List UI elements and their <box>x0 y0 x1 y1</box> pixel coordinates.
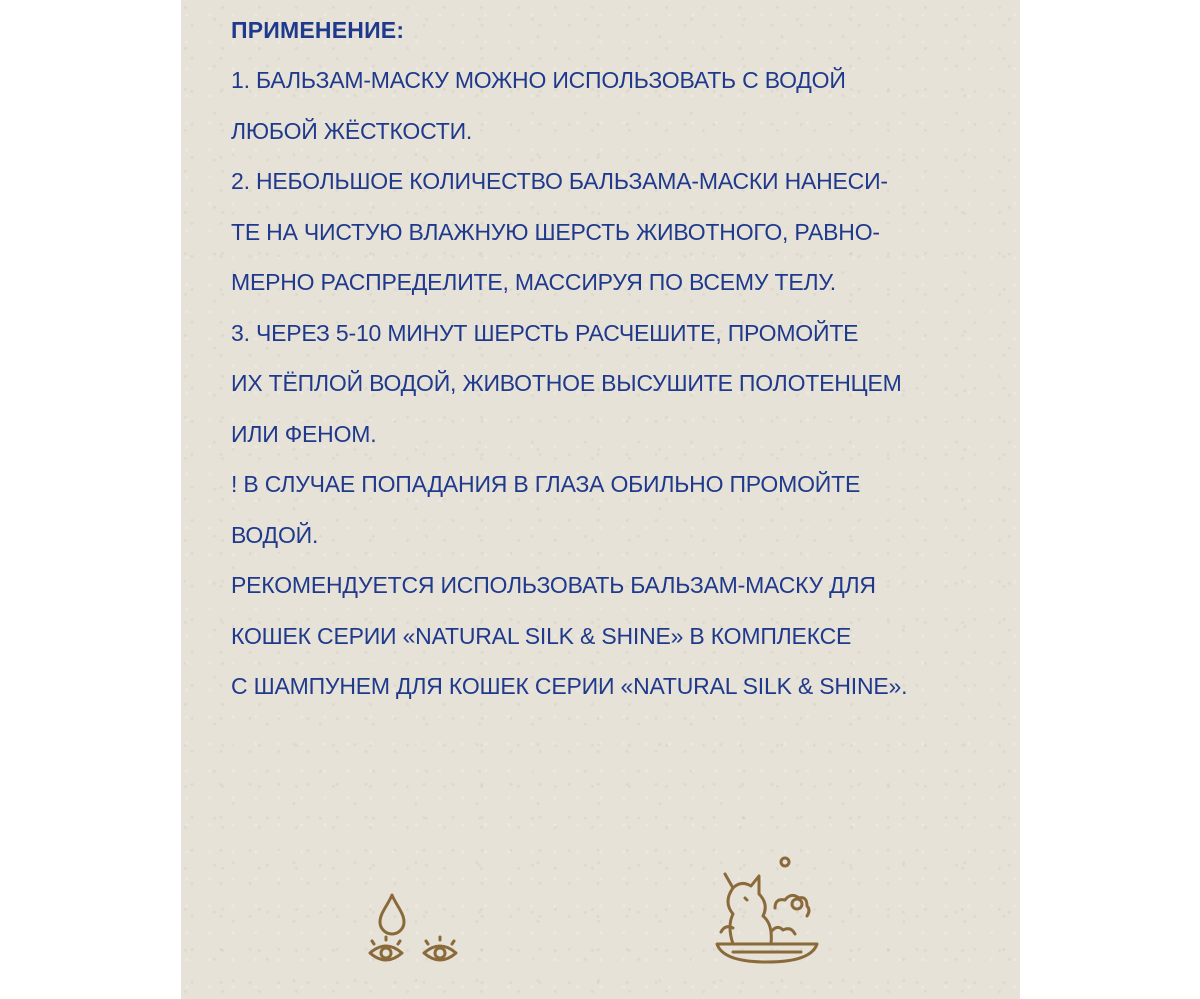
instruction-line: КОШЕК СЕРИИ «NATURAL SILK & SHINE» В КОМПЛЕКСЕ <box>231 622 852 649</box>
instruction-line: МЕРНО РАСПРЕДЕЛИТЕ, МАССИРУЯ ПО ВСЕМУ ТЕЛУ. <box>231 269 836 295</box>
eye-drop-icon <box>362 885 472 973</box>
instruction-line: ЛЮБОЙ ЖЁСТКОСТИ. <box>231 117 473 144</box>
instruction-line: 3. ЧЕРЕЗ 5-10 МИНУТ ШЕРСТЬ РАСЧЕШИТЕ, ПРОМОЙТЕ <box>231 319 859 346</box>
instructions-text <box>231 8 1011 715</box>
instruction-line: 2. НЕБОЛЬШОЕ КОЛИЧЕСТВО БАЛЬЗАМА-МАСКИ НАНЕСИ- <box>231 168 888 194</box>
instruction-line: ТЕ НА ЧИСТУЮ ВЛАЖНУЮ ШЕРСТЬ ЖИВОТНОГО, РАВНО- <box>231 218 880 245</box>
instruction-line: ! В СЛУЧАЕ ПОПАДАНИЯ В ГЛАЗА ОБИЛЬНО ПРОМОЙТЕ <box>231 471 861 497</box>
instruction-card <box>181 0 1020 999</box>
instruction-line: 1. БАЛЬЗАМ-МАСКУ МОЖНО ИСПОЛЬЗОВАТЬ С ВОДОЙ <box>231 67 846 93</box>
instruction-line: ИХ ТЁПЛОЙ ВОДОЙ, ЖИВОТНОЕ ВЫСУШИТЕ ПОЛОТЕНЦЕМ <box>231 370 902 396</box>
instructions-heading: ПРИМЕНЕНИЕ: <box>231 17 405 43</box>
pet-wash-icon <box>711 852 823 972</box>
instruction-line: С ШАМПУНЕМ ДЛЯ КОШЕК СЕРИИ «NATURAL SILK & SHINE». <box>231 673 908 699</box>
instruction-line: ВОДОЙ. <box>231 521 319 548</box>
instruction-line: ИЛИ ФЕНОМ. <box>231 420 377 447</box>
instruction-line: РЕКОМЕНДУЕТСЯ ИСПОЛЬЗОВАТЬ БАЛЬЗАМ-МАСКУ ДЛЯ <box>231 572 876 598</box>
